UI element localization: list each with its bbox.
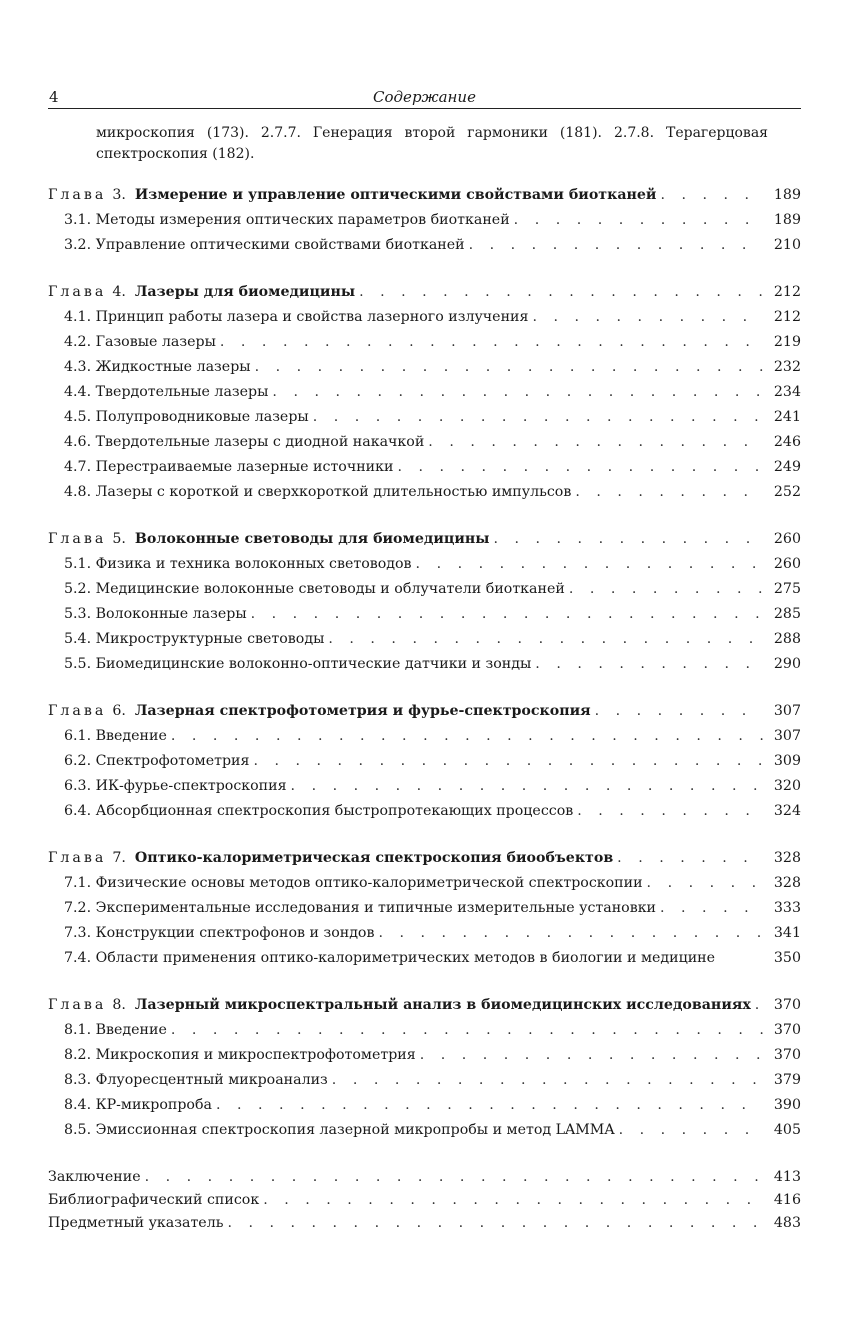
- dot-leader: [575, 484, 763, 500]
- section-title: Полупроводниковые лазеры: [95, 409, 309, 425]
- dot-leader: [493, 531, 763, 547]
- dot-leader: [619, 1122, 763, 1138]
- section-number: 5.2.: [64, 581, 92, 597]
- dot-leader: [251, 606, 763, 622]
- section-label: [64, 728, 167, 744]
- dot-leader: [359, 284, 763, 300]
- section-title: Лазеры с короткой и сверхкороткой длительностью импульсов: [95, 484, 572, 500]
- section-page: 350: [773, 950, 801, 966]
- chapter-number: 8.: [112, 997, 126, 1013]
- section-title: Эмиссионная спектроскопия лазерной микропробы и метод LAMMA: [95, 1122, 615, 1138]
- chapter-label: [48, 703, 591, 719]
- section-number: 4.2.: [64, 334, 92, 350]
- back-matter-row: [48, 1192, 801, 1215]
- toc-page: [48, 86, 801, 1238]
- section-row: [48, 556, 801, 581]
- section-title: Медицинские волоконные световоды и облучатели биотканей: [95, 581, 565, 597]
- section-title: Микроскопия и микроспектрофотометрия: [95, 1047, 416, 1063]
- section-label: [64, 359, 251, 375]
- section-page: 210: [773, 237, 801, 253]
- chapter-list: [48, 187, 801, 1147]
- section-row: [48, 334, 801, 359]
- chapter-number: 5.: [112, 531, 126, 547]
- section-label: [64, 1022, 167, 1038]
- chapter-label: [48, 850, 613, 866]
- section-page: 252: [773, 484, 801, 500]
- section-label: [64, 1072, 328, 1088]
- chapter-label: [48, 997, 751, 1013]
- section-number: 4.4.: [64, 384, 92, 400]
- chapter-word: Глава: [48, 703, 107, 719]
- dot-leader: [272, 384, 763, 400]
- section-row: [48, 484, 801, 509]
- section-page: 379: [773, 1072, 801, 1088]
- section-page: 405: [773, 1122, 801, 1138]
- dot-leader: [253, 753, 763, 769]
- chapter-page: 189: [773, 187, 801, 203]
- section-label: [64, 556, 412, 572]
- section-number: 4.3.: [64, 359, 92, 375]
- section-title: Экспериментальные исследования и типичные измерительные установки: [95, 900, 657, 916]
- section-title: Введение: [95, 1022, 167, 1038]
- section-label: [64, 606, 247, 622]
- section-title: КР-микропроба: [95, 1097, 212, 1113]
- section-label: [64, 950, 715, 966]
- section-title: Волоконные лазеры: [95, 606, 247, 622]
- section-label: [64, 656, 531, 672]
- back-matter-row: [48, 1215, 801, 1238]
- back-matter-title: Библиографический список: [48, 1192, 260, 1208]
- section-page: 328: [773, 875, 801, 891]
- back-matter-page: 413: [773, 1169, 801, 1185]
- section-row: [48, 753, 801, 778]
- section-page: 260: [773, 556, 801, 572]
- section-number: 8.4.: [64, 1097, 92, 1113]
- section-label: [64, 384, 268, 400]
- section-number: 8.3.: [64, 1072, 92, 1088]
- section-row: [48, 309, 801, 334]
- section-title: ИК-фурье-спектроскопия: [95, 778, 287, 794]
- section-number: 8.2.: [64, 1047, 92, 1063]
- continuation-text: микроскопия (173). 2.7.7. Генерация второй гармоники (181). 2.7.8. Терагерцовая спектроскопия (182).: [96, 125, 768, 162]
- section-label: [64, 1047, 416, 1063]
- section-label: [64, 753, 249, 769]
- dot-leader: [595, 703, 763, 719]
- section-number: 7.4.: [64, 950, 92, 966]
- chapter-label: [48, 187, 656, 203]
- chapter-title: Лазерная спектрофотометрия и фурье-спектроскопия: [134, 703, 591, 719]
- section-title: Методы измерения оптических параметров биотканей: [95, 212, 510, 228]
- section-label: [64, 409, 309, 425]
- section-number: 4.5.: [64, 409, 92, 425]
- back-matter-list: [48, 1169, 801, 1238]
- section-label: [64, 459, 393, 475]
- dot-leader: [617, 850, 763, 866]
- section-page: 288: [773, 631, 801, 647]
- section-row: [48, 409, 801, 434]
- chapter-page: 370: [773, 997, 801, 1013]
- dot-leader: [291, 778, 763, 794]
- dot-leader: [660, 187, 763, 203]
- section-title: Конструкции спектрофонов и зондов: [95, 925, 375, 941]
- section-row: [48, 728, 801, 753]
- section-label: [64, 1097, 212, 1113]
- section-number: 7.1.: [64, 875, 92, 891]
- section-label: [64, 925, 374, 941]
- back-matter-page: 483: [773, 1215, 801, 1231]
- section-page: 341: [773, 925, 801, 941]
- section-page: 249: [773, 459, 801, 475]
- section-title: Принцип работы лазера и свойства лазерного излучения: [95, 309, 529, 325]
- chapter-heading-row: [48, 703, 801, 728]
- section-number: 6.2.: [64, 753, 92, 769]
- section-number: 4.1.: [64, 309, 92, 325]
- dot-leader: [416, 556, 763, 572]
- section-row: [48, 631, 801, 656]
- section-row: [48, 1047, 801, 1072]
- chapter-block: [48, 284, 801, 509]
- section-row: [48, 1097, 801, 1122]
- page-title: Содержание: [373, 88, 476, 106]
- chapter-heading-row: [48, 284, 801, 309]
- chapter-title: Измерение и управление оптическими свойствами биотканей: [134, 187, 657, 203]
- section-page: 275: [773, 581, 801, 597]
- section-label: [64, 212, 510, 228]
- section-row: [48, 656, 801, 681]
- chapter-heading-row: [48, 531, 801, 556]
- section-number: 4.6.: [64, 434, 92, 450]
- section-title: Биомедицинские волоконно-оптические датчики и зонды: [95, 656, 532, 672]
- dot-leader: [420, 1047, 763, 1063]
- section-row: [48, 803, 801, 828]
- section-row: [48, 581, 801, 606]
- section-page: 246: [773, 434, 801, 450]
- back-matter-title: Предметный указатель: [48, 1215, 224, 1231]
- back-matter-title: Заключение: [48, 1169, 141, 1185]
- section-title: Жидкостные лазеры: [95, 359, 251, 375]
- section-page: 324: [773, 803, 801, 819]
- dot-leader: [647, 875, 763, 891]
- back-matter-row: [48, 1169, 801, 1192]
- section-title: Управление оптическими свойствами биотканей: [95, 237, 465, 253]
- section-number: 8.5.: [64, 1122, 92, 1138]
- dot-leader: [263, 1192, 763, 1208]
- chapter-word: Глава: [48, 850, 107, 866]
- section-row: [48, 778, 801, 803]
- chapter-label: [48, 531, 489, 547]
- section-title: Перестраиваемые лазерные источники: [95, 459, 394, 475]
- chapter-word: Глава: [48, 187, 107, 203]
- section-number: 7.2.: [64, 900, 92, 916]
- section-label: [64, 631, 324, 647]
- section-page: 290: [773, 656, 801, 672]
- section-page: 320: [773, 778, 801, 794]
- section-number: 5.1.: [64, 556, 92, 572]
- dot-leader: [469, 237, 763, 253]
- section-number: 8.1.: [64, 1022, 92, 1038]
- section-row: [48, 875, 801, 900]
- dot-leader: [220, 334, 763, 350]
- dot-leader: [216, 1097, 763, 1113]
- dot-leader: [328, 631, 763, 647]
- dot-leader: [255, 359, 763, 375]
- chapter-heading-row: [48, 187, 801, 212]
- section-title: Физические основы методов оптико-калориметрической спектроскопии: [95, 875, 643, 891]
- chapter-page: 328: [773, 850, 801, 866]
- chapter-block: [48, 850, 801, 975]
- section-row: [48, 237, 801, 262]
- section-row: [48, 925, 801, 950]
- back-matter-page: 416: [773, 1192, 801, 1208]
- section-number: 6.4.: [64, 803, 92, 819]
- section-page: 370: [773, 1022, 801, 1038]
- section-number: 4.7.: [64, 459, 92, 475]
- chapter-title: Оптико-калориметрическая спектроскопия биообъектов: [134, 850, 614, 866]
- dot-leader: [514, 212, 763, 228]
- dot-leader: [755, 997, 763, 1013]
- section-label: [64, 803, 573, 819]
- section-label: [64, 900, 656, 916]
- dot-leader: [569, 581, 763, 597]
- section-label: [64, 581, 565, 597]
- dot-leader: [532, 309, 763, 325]
- section-title: Газовые лазеры: [95, 334, 216, 350]
- section-row: [48, 950, 801, 975]
- section-label: [64, 875, 643, 891]
- section-row: [48, 1072, 801, 1097]
- section-page: 333: [773, 900, 801, 916]
- section-number: 5.5.: [64, 656, 92, 672]
- section-number: 5.4.: [64, 631, 92, 647]
- chapter-page: 260: [773, 531, 801, 547]
- section-title: Области применения оптико-калориметрических методов в биологии и медицине: [95, 950, 716, 966]
- dot-leader: [660, 900, 763, 916]
- section-row: [48, 606, 801, 631]
- section-number: 4.8.: [64, 484, 92, 500]
- dot-leader: [397, 459, 763, 475]
- section-page: 390: [773, 1097, 801, 1113]
- section-title: Абсорбционная спектроскопия быстропротекающих процессов: [95, 803, 574, 819]
- section-label: [64, 484, 571, 500]
- section-number: 3.1.: [64, 212, 92, 228]
- section-label: [64, 334, 216, 350]
- chapter-page: 307: [773, 703, 801, 719]
- section-label: [64, 434, 424, 450]
- section-title: Спектрофотометрия: [95, 753, 250, 769]
- section-page: 370: [773, 1047, 801, 1063]
- running-header: [48, 86, 801, 109]
- dot-leader: [577, 803, 763, 819]
- section-page: 234: [773, 384, 801, 400]
- section-label: [64, 309, 528, 325]
- section-number: 7.3.: [64, 925, 92, 941]
- dot-leader: [227, 1215, 763, 1231]
- dot-leader: [378, 925, 763, 941]
- chapter-label: [48, 284, 355, 300]
- section-row: [48, 459, 801, 484]
- section-title: Твердотельные лазеры: [95, 384, 269, 400]
- dot-leader: [332, 1072, 763, 1088]
- section-label: [64, 1122, 615, 1138]
- chapter-heading-row: [48, 997, 801, 1022]
- dot-leader: [313, 409, 763, 425]
- section-row: [48, 1122, 801, 1147]
- section-row: [48, 434, 801, 459]
- chapter-block: [48, 703, 801, 828]
- chapter-page: 212: [773, 284, 801, 300]
- page-number: 4: [49, 88, 59, 106]
- section-number: 3.2.: [64, 237, 92, 253]
- section-number: 6.1.: [64, 728, 92, 744]
- dot-leader: [171, 1022, 763, 1038]
- section-title: Физика и техника волоконных световодов: [95, 556, 412, 572]
- section-row: [48, 212, 801, 237]
- chapter-word: Глава: [48, 997, 107, 1013]
- section-number: 6.3.: [64, 778, 92, 794]
- dot-leader: [145, 1169, 763, 1185]
- chapter-heading-row: [48, 850, 801, 875]
- chapter-number: 3.: [112, 187, 126, 203]
- section-page: 189: [773, 212, 801, 228]
- section-page: 241: [773, 409, 801, 425]
- section-page: 285: [773, 606, 801, 622]
- chapter-title: Волоконные световоды для биомедицины: [134, 531, 490, 547]
- chapter-block: [48, 531, 801, 681]
- section-number: 5.3.: [64, 606, 92, 622]
- chapter-title: Лазеры для биомедицины: [134, 284, 356, 300]
- dot-leader: [171, 728, 763, 744]
- section-title: Твердотельные лазеры с диодной накачкой: [95, 434, 425, 450]
- section-label: [64, 237, 465, 253]
- section-label: [64, 778, 287, 794]
- chapter-word: Глава: [48, 531, 107, 547]
- section-title: Флуоресцентный микроанализ: [95, 1072, 328, 1088]
- dot-leader: [428, 434, 763, 450]
- chapter-title: Лазерный микроспектральный анализ в биомедицинских исследованиях: [134, 997, 751, 1013]
- dot-leader: [535, 656, 763, 672]
- section-title: Введение: [95, 728, 167, 744]
- section-row: [48, 1022, 801, 1047]
- chapter-number: 7.: [112, 850, 126, 866]
- chapter-block: [48, 187, 801, 262]
- section-page: 232: [773, 359, 801, 375]
- chapter-word: Глава: [48, 284, 107, 300]
- section-row: [48, 384, 801, 409]
- section-row: [48, 900, 801, 925]
- chapter-number: 4.: [112, 284, 126, 300]
- chapter-block: [48, 997, 801, 1147]
- section-page: 309: [773, 753, 801, 769]
- section-page: 212: [773, 309, 801, 325]
- section-title: Микроструктурные световоды: [95, 631, 325, 647]
- section-page: 307: [773, 728, 801, 744]
- chapter-number: 6.: [112, 703, 126, 719]
- section-page: 219: [773, 334, 801, 350]
- section-row: [48, 359, 801, 384]
